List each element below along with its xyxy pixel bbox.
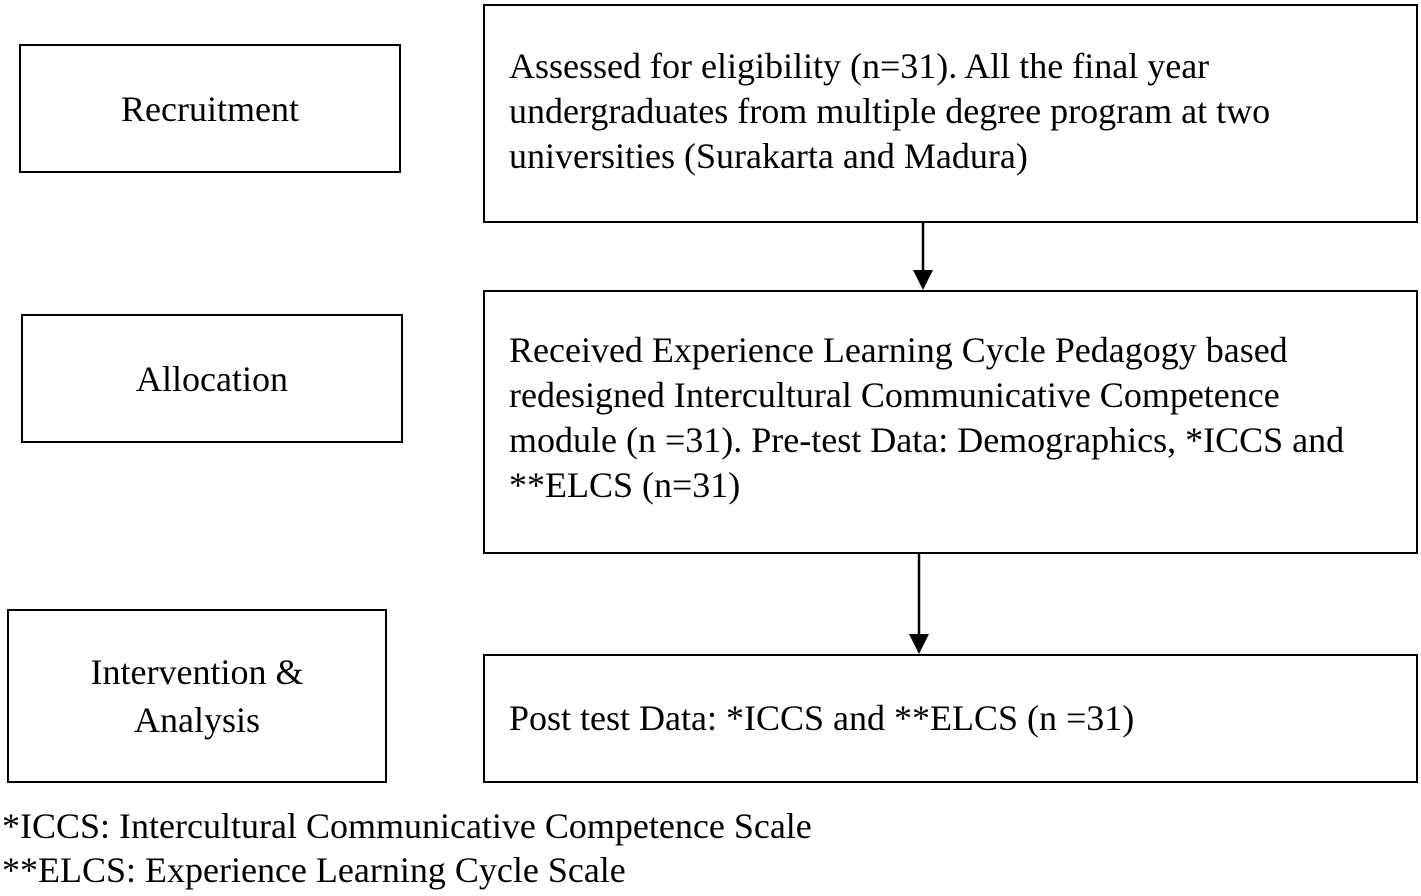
stage-recruitment-label: Recruitment bbox=[121, 88, 299, 129]
arrow-eligibility-to-allocation-head bbox=[913, 270, 933, 290]
stage-intervention-line1: Intervention & bbox=[90, 652, 304, 692]
footnote-iccs: *ICCS: Intercultural Communicative Competence Scale bbox=[2, 806, 812, 846]
stage-intervention-line2: Analysis bbox=[133, 700, 260, 740]
eligibility-text: Assessed for eligibility (n=31). All the final year undergraduates from multiple degree program at two universities (Surakarta and Madura) bbox=[509, 46, 1271, 176]
footnote-elcs: **ELCS: Experience Learning Cycle Scale bbox=[2, 850, 626, 890]
posttest-text: Post test Data: *ICCS and **ELCS (n =31) bbox=[509, 698, 1135, 738]
stage-allocation-label: Allocation bbox=[136, 358, 288, 399]
arrow-allocation-to-posttest-head bbox=[909, 634, 929, 654]
allocation-text: Received Experience Learning Cycle Pedagogy based redesigned Intercultural Communicative Competence module (n =31). Pre-test Data: Demographics, *ICCS and **ELCS (n=31) bbox=[509, 330, 1345, 505]
